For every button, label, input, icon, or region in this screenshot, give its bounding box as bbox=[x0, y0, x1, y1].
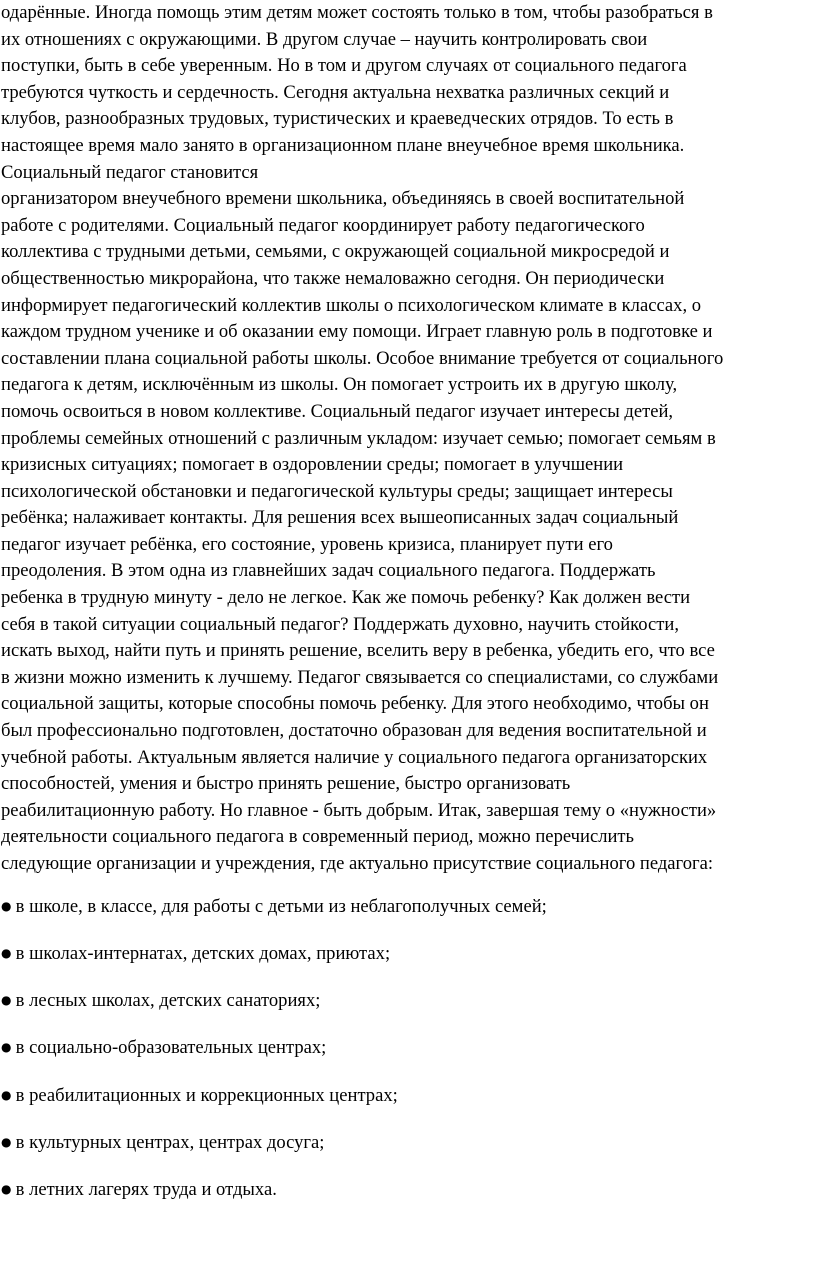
text-line: деятельности социального педагога в современный период, можно перечислить bbox=[1, 826, 635, 848]
list-item-text: в лесных школах, детских санаториях; bbox=[15, 990, 321, 1012]
list-item-text: в реабилитационных и коррекционных центрах; bbox=[15, 1084, 398, 1106]
text-line: организатором внеучебного времени школьника, объединяясь в своей воспитательной bbox=[1, 188, 685, 210]
text-line: себя в такой ситуации социальный педагог? Поддержать духовно, научить стойкости, bbox=[1, 613, 679, 635]
text-line: составлении плана социальной работы школы. Особое внимание требуется от социального bbox=[1, 347, 724, 369]
list-item bbox=[1, 893, 816, 920]
text-line: их отношениях с окружающими. В другом случае – научить контролировать свои bbox=[1, 28, 648, 50]
text-line: педагога к детям, исключённым из школы. Он помогает устроить их в другую школу, bbox=[1, 374, 678, 396]
text-line: каждом трудном ученике и об оказании ему помощи. Играет главную роль в подготовке и bbox=[1, 321, 713, 343]
text-line: педагог изучает ребёнка, его состояние, уровень кризиса, планирует пути его bbox=[1, 533, 613, 555]
list-item bbox=[1, 1034, 816, 1061]
text-line: искать выход, найти путь и принять решение, вселить веру в ребенка, убедить его, что все bbox=[1, 640, 715, 662]
bullet-icon: ● bbox=[1, 898, 12, 913]
text-line: ребенка в трудную минуту - дело не легкое. Как же помочь ребенку? Как должен вести bbox=[1, 587, 691, 609]
text-line: проблемы семейных отношений с различным укладом: изучает семью; помогает семьям в bbox=[1, 427, 716, 449]
text-line: настоящее время мало занято в организационном плане внеучебное время школьника. bbox=[1, 134, 685, 156]
list-item-text: в школах-интернатах, детских домах, приютах; bbox=[15, 942, 391, 964]
text-line: коллектива с трудными детьми, семьями, с окружающей социальной микросредой и bbox=[1, 241, 670, 263]
text-line: ребёнка; налаживает контакты. Для решения всех вышеописанных задач социальный bbox=[1, 507, 679, 529]
text-line: помочь освоиться в новом коллективе. Социальный педагог изучает интересы детей, bbox=[1, 400, 674, 422]
list-item bbox=[1, 1176, 816, 1203]
text-line: был профессионально подготовлен, достаточно образован для ведения воспитательной и bbox=[1, 720, 707, 742]
text-line: общественностью микрорайона, что также немаловажно сегодня. Он периодически bbox=[1, 267, 665, 289]
text-line: преодоления. В этом одна из главнейших задач социального педагога. Поддержать bbox=[1, 560, 656, 582]
bullet-icon: ● bbox=[1, 993, 12, 1008]
bullet-icon: ● bbox=[1, 1087, 12, 1102]
text-line: одарённые. Иногда помощь этим детям может состоять только в том, чтобы разобраться в bbox=[1, 2, 713, 23]
list-item-text: в школе, в классе, для работы с детьми из неблагополучных семей; bbox=[15, 895, 547, 917]
text-line: реабилитационную работу. Но главное - быть добрым. Итак, завершая тему о «нужности» bbox=[1, 799, 717, 821]
text-line: работе с родителями. Социальный педагог координирует работу педагогического bbox=[1, 214, 645, 236]
list-item bbox=[1, 1129, 816, 1156]
text-line: психологической обстановки и педагогической культуры среды; защищает интересы bbox=[1, 480, 673, 502]
bullet-list bbox=[1, 893, 816, 1203]
bullet-icon: ● bbox=[1, 1040, 12, 1055]
text-line: Социальный педагог становится bbox=[1, 161, 259, 183]
document-body bbox=[1, 0, 816, 878]
text-line: кризисных ситуациях; помогает в оздоровлении среды; помогает в улучшении bbox=[1, 454, 624, 476]
text-line: социальной защиты, которые способны помочь ребенку. Для этого необходимо, чтобы он bbox=[1, 693, 709, 715]
bullet-icon: ● bbox=[1, 945, 12, 960]
text-line: требуются чуткость и сердечность. Сегодня актуальна нехватка различных секций и bbox=[1, 81, 670, 103]
list-item-text: в социально-образовательных центрах; bbox=[15, 1037, 327, 1059]
text-line: клубов, разнообразных трудовых, туристических и краеведческих отрядов. То есть в bbox=[1, 108, 674, 130]
list-item bbox=[1, 987, 816, 1014]
text-line: поступки, быть в себе уверенным. Но в том и другом случаях от социального педагога bbox=[1, 55, 687, 77]
text-line: в жизни можно изменить к лучшему. Педагог связывается со специалистами, со службами bbox=[1, 666, 719, 688]
text-line: учебной работы. Актуальным является наличие у социального педагога организаторских bbox=[1, 746, 708, 768]
list-item bbox=[1, 1082, 816, 1109]
bullet-icon: ● bbox=[1, 1135, 12, 1149]
text-line: следующие организации и учреждения, где актуально присутствие социального педагога: bbox=[1, 853, 714, 874]
text-line: информирует педагогический коллектив школы о психологическом климате в классах, о bbox=[1, 294, 702, 316]
list-item bbox=[1, 940, 816, 967]
list-item-text: в летних лагерях труда и отдыха. bbox=[15, 1179, 277, 1201]
bullet-icon: ● bbox=[1, 1182, 12, 1197]
list-item-text: в культурных центрах, центрах досуга; bbox=[15, 1132, 325, 1153]
text-line: способностей, умения и быстро принять решение, быстро организовать bbox=[1, 773, 571, 795]
